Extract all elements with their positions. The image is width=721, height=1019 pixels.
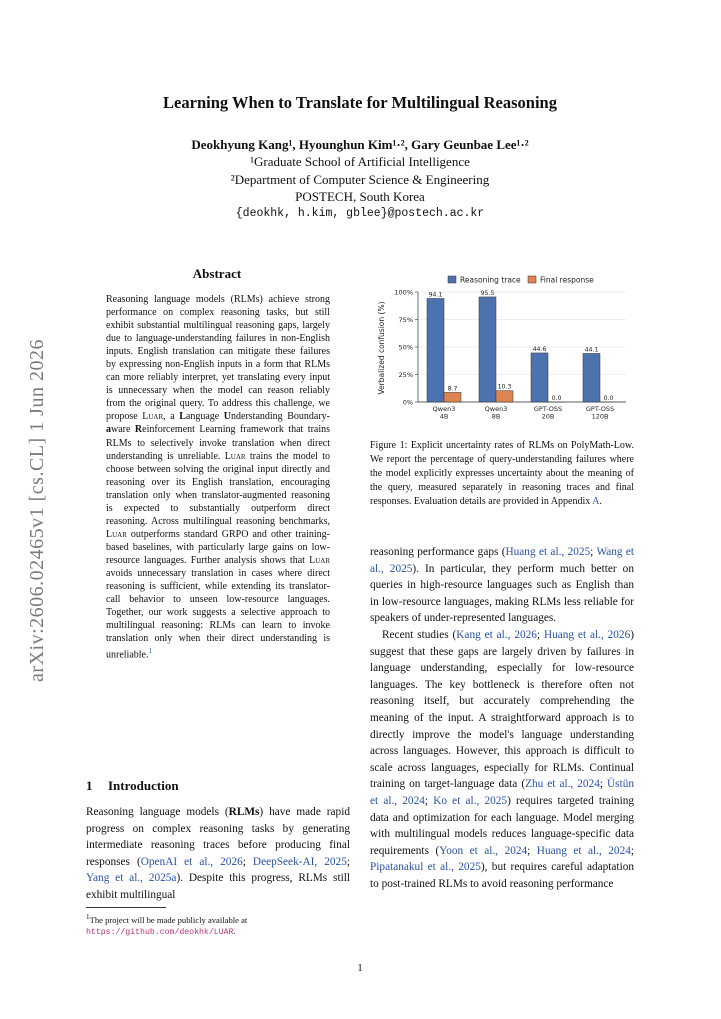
y-tick-label: 0% [402,398,413,407]
page-number: 1 [357,962,363,974]
citation[interactable]: Pipatanakul et al., 2025 [370,861,481,874]
figure-1-chart [368,270,636,428]
affiliation-3: POSTECH, South Korea [295,189,425,204]
x-tick-label: GPT-OSS [585,405,615,413]
citation[interactable]: Huang et al., 2024 [536,844,631,857]
citation[interactable]: Kang et al., 2026 [456,628,537,641]
x-tick-label: 8B [491,412,501,421]
y-axis-label: Verbalized confusion (%) [377,301,386,395]
data-label: 94.1 [428,291,443,299]
y-tick-label: 100% [394,288,413,297]
citation[interactable]: Huang et al., 2025 [505,546,591,558]
author-emails: {deokhk, h.kim, gblee}@postech.ac.kr [235,207,485,220]
intro-paragraph: Reasoning language models (RLMs) have made rapid progress on complex reasoning tasks by generating intermediate reasoning traces before producing final responses (OpenAI et al., 2026; DeepSeek-AI, 2025; Yang et al., 2025a). Despite this progress, RLMs still exhibit multilingual [86,806,351,901]
data-label: 44.1 [584,346,599,354]
bar-final-response [444,392,461,402]
legend-label-final-response: Final response [540,275,594,285]
data-label: 95.5 [480,289,495,297]
paragraph: reasoning performance gaps (Huang et al., 2025; Wang et al., 2025). In particular, they perform much better on queries in high-resource languages such as English than in low-resource languages, making RLMs less reliable for speakers of under-represented languages. [370,546,635,625]
data-label: 0.0 [603,395,614,402]
x-tick-label: 20B [541,412,555,421]
right-column-text [370,544,634,892]
citation[interactable]: Yoon et al., 2024 [439,844,528,857]
citation[interactable]: Ko et al., 2025 [433,794,508,807]
citation[interactable]: Wang et al., 2025 [370,546,635,575]
bar-final-response [496,391,513,402]
abstract-heading: Abstract [192,266,242,281]
paragraph: Recent studies (Kang et al., 2026; Huang et al., 2026) suggest that these gaps are largely driven by failures in language understanding, especially for low-resource languages. The key bottleneck is therefore often not reasoning itself, but accurately comprehending the meaning of the input. A straightforward approach is to directly improve the model's language understanding across languages. However, this approach is difficult to scale across languages, especially for RLMs. Continual training on target-language data (Zhu et al., 2024; Üstün et al., 2024; Ko et al., 2025) requires targeted training data and optimization for each language. Model merging with multilingual models reduces language-specific data requirements (Yoon et al., 2024; Huang et al., 2024; Pipatanakul et al., 2025), but requires careful adaptation to post-trained RLMs to avoid reasoning performance [370,628,635,890]
arxiv-identifier: arXiv:2606.02465v1 [cs.CL] 1 Jun 2026 [25,338,48,682]
paper-title: Learning When to Translate for Multilingual Reasoning [163,93,557,112]
citation[interactable]: Zhu et al., 2024 [525,778,600,791]
citation[interactable]: Yang et al., 2025a [86,872,177,885]
author-list: Deokhyung Kang¹, Hyounghun Kim¹·², Gary Geunbae Lee¹·² [191,137,529,152]
project-url-link[interactable]: https://github.com/deokhk/LUAR [86,928,234,938]
legend-swatch-final-response [528,276,536,283]
x-tick-label: 4B [439,412,449,421]
figure-1-caption: Figure 1: Explicit uncertainty rates of RLMs on PolyMath-Low. We report the percentage of query-understanding failures where the model explicitly expresses uncertainty about the meaning of the query, measured separately in reasoning traces and final responses. Evaluation details are provided in Appendix A. [370,440,634,507]
footnote-ref[interactable]: 1 [148,647,152,656]
citation[interactable]: Üstün et al., 2024 [370,778,635,807]
section-heading-introduction: 1 Introduction [86,778,179,793]
citation[interactable]: OpenAI et al., 2026 [140,855,243,868]
affiliation-2: ²Department of Computer Science & Engineering [230,172,490,187]
affiliation-1: ¹Graduate School of Artificial Intelligence [250,154,470,169]
data-label: 44.6 [532,345,547,353]
bar-reasoning-trace [427,298,444,402]
x-tick-label: Qwen3 [484,405,508,413]
y-tick-label: 50% [398,343,413,352]
data-label: 8.7 [447,385,458,393]
y-tick-label: 75% [398,316,413,324]
appendix-link[interactable]: A [592,496,600,507]
citation[interactable]: Huang et al., 2026 [543,628,631,641]
data-label: 10.3 [497,383,512,391]
footnote-divider [86,907,166,908]
bar-reasoning-trace [531,353,548,402]
footnote: $^1$The project will be made publicly available at https://github.com/deokhk/LUAR. [86,913,248,938]
bar-reasoning-trace [479,297,496,402]
bar-reasoning-trace [583,353,600,402]
citation[interactable]: DeepSeek-AI, 2025 [252,855,347,868]
data-label: 0.0 [551,395,562,402]
legend-label-reasoning-trace: Reasoning trace [460,275,521,285]
chart-legend [448,276,594,285]
y-tick-label: 25% [398,371,413,379]
abstract-text: Reasoning language models (RLMs) achieve strong performance on complex reasoning tasks, but still exhibit substantial multilingual reasoning gaps, largely due to language-understanding failures in non-English inputs. English translation can mitigate these failures by expressing non-English inputs in a form that RLMs can more reliably interpret, yet translating every input is unnecessary when the model can reason reliably from the original query. To address this challenge, we propose Luar, a Language Understanding Boundary-aware Reinforcement Learning framework that trains RLMs to selectively invoke translation when direct understanding is unreliable. Luar trains the model to choose between solving the original input directly and reasoning over its English translation, encouraging translation only when translator-augmented reasoning is expected to substantially outperform direct reasoning. Across multilingual reasoning benchmarks, Luar outperforms standard GRPO and other training-based baselines, with particularly large gains on low-resource languages. Further analysis shows that Luar avoids unnecessary translation in cases where direct reasoning is sufficient, while extending its translator-call behavior to unseen low-resource languages. Together, our work suggests a selective approach to multilingual reasoning: RLMs can learn to invoke translation only when their direct understanding is unreliable.$^1$ [106,294,331,661]
legend-swatch-reasoning-trace [448,276,456,283]
x-tick-label: Qwen3 [432,405,456,413]
x-tick-label: GPT-OSS [533,405,563,413]
x-tick-label: 120B [591,412,609,421]
